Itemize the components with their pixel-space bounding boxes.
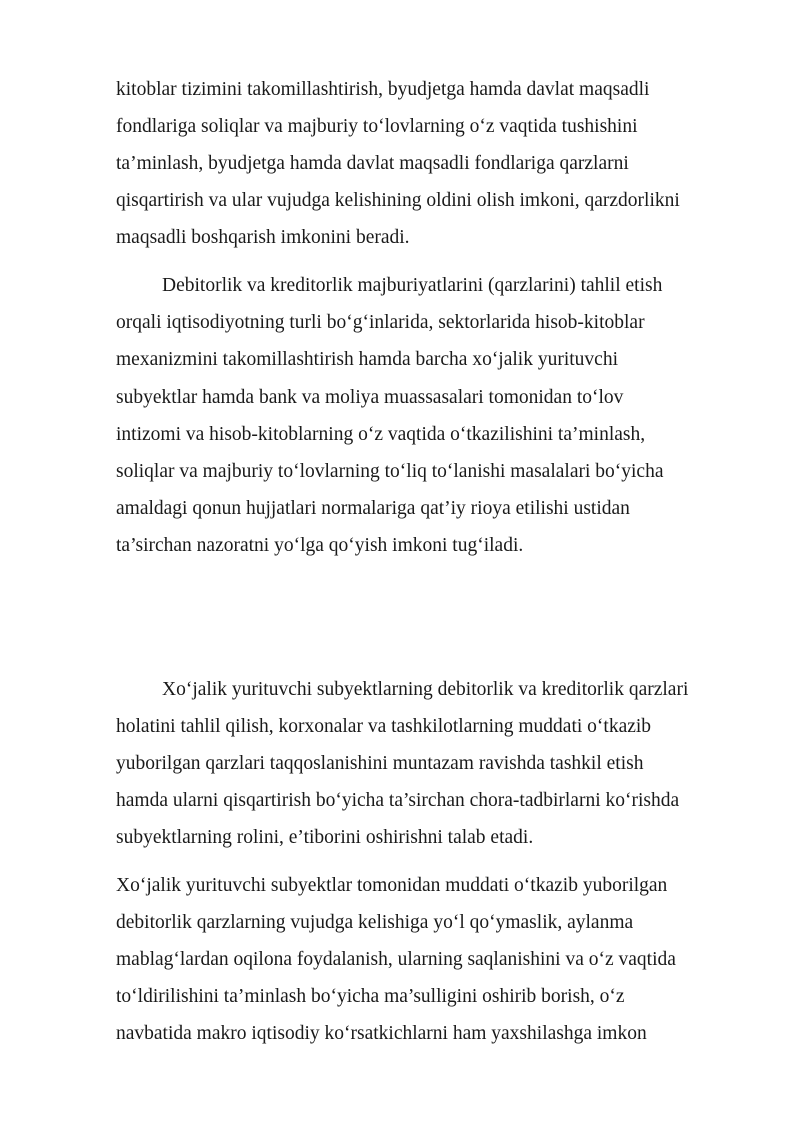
paragraph-line: navbatida makro iqtisodiy ko‘rsatkichlarni ham yaxshilashga imkon [116, 1023, 647, 1044]
paragraph-line: Xo‘jalik yurituvchi subyektlarning debitorlik va kreditorlik qarzlari [162, 679, 689, 700]
paragraph-line: ta’sirchan nazoratni yo‘lga qo‘yish imkoni tug‘iladi. [116, 535, 524, 556]
paragraph-line: ta’minlash, byudjetga hamda davlat maqsadli fondlariga qarzlarni [116, 153, 629, 174]
paragraph-line: amaldagi qonun hujjatlari normalariga qat’iy rioya etilishi ustidan [116, 498, 630, 519]
paragraph-line: soliqlar va majburiy to‘lovlarning to‘liq to‘lanishi masalalari bo‘yicha [116, 461, 664, 482]
paragraph-line: orqali iqtisodiyotning turli bo‘g‘inlarida, sektorlarida hisob-kitoblar [116, 312, 645, 333]
paragraph-line: qisqartirish va ular vujudga kelishining oldini olish imkoni, qarzdorlikni [116, 190, 680, 211]
paragraph-line: hamda ularni qisqartirish bo‘yicha ta’sirchan chora-tadbirlarni ko‘rishda [116, 790, 680, 811]
paragraph-line: to‘ldirilishini ta’minlash bo‘yicha ma’sulligini oshirib borish, o‘z [116, 986, 625, 1007]
paragraph-line: Debitorlik va kreditorlik majburiyatlarini (qarzlarini) tahlil etish [162, 275, 663, 296]
paragraph-line: mexanizmini takomillashtirish hamda barcha xo‘jalik yurituvchi [116, 349, 618, 370]
paragraph-line: holatini tahlil qilish, korxonalar va tashkilotlarning muddati o‘tkazib [116, 716, 652, 737]
paragraph-line: debitorlik qarzlarning vujudga kelishiga yo‘l qo‘ymaslik, aylanma [116, 912, 634, 933]
paragraph-line: mablag‘lardan oqilona foydalanish, ularning saqlanishini va o‘z vaqtida [116, 949, 676, 970]
paragraph-line: Xo‘jalik yurituvchi subyektlar tomonidan muddati o‘tkazib yuborilgan [116, 875, 668, 896]
paragraph-line: subyektlarning rolini, e’tiborini oshirishni talab etadi. [116, 827, 534, 848]
paragraph-line: maqsadli boshqarish imkonini beradi. [116, 227, 410, 248]
paragraph-line: yuborilgan qarzlari taqqoslanishini muntazam ravishda tashkil etish [116, 753, 644, 774]
paragraph-line: kitoblar tizimini takomillashtirish, byudjetga hamda davlat maqsadli [116, 79, 650, 100]
paragraph-line: intizomi va hisob-kitoblarning o‘z vaqtida o‘tkazilishini ta’minlash, [116, 424, 646, 445]
paragraph-line: fondlariga soliqlar va majburiy to‘lovlarning o‘z vaqtida tushishini [116, 116, 638, 137]
paragraph-line: subyektlar hamda bank va moliya muassasalari tomonidan to‘lov [116, 387, 624, 408]
